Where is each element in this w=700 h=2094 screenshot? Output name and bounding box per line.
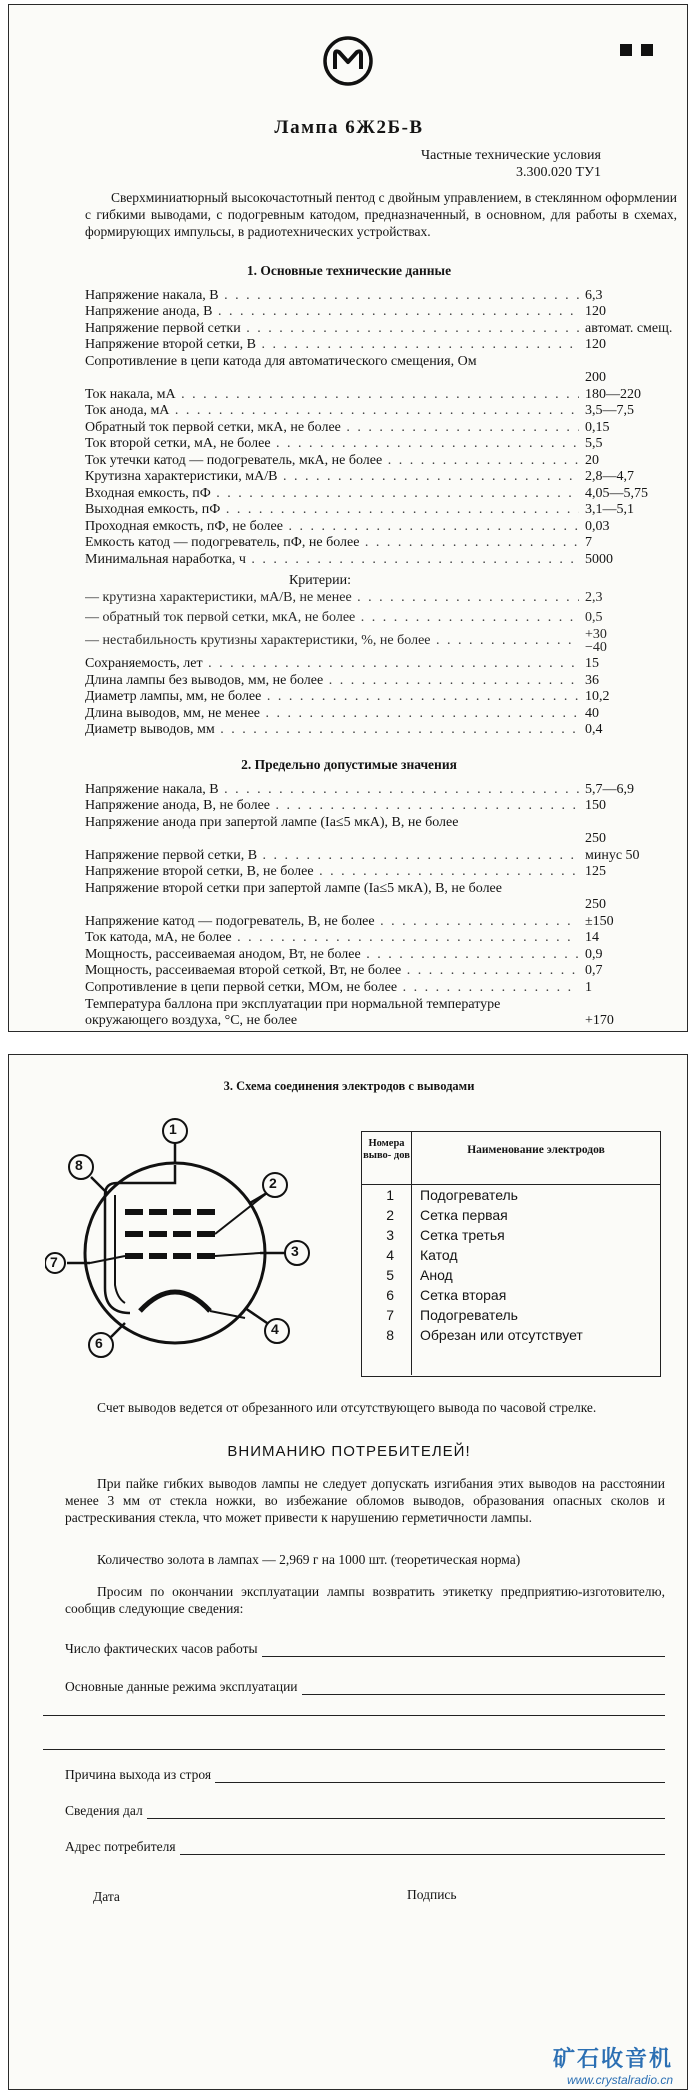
tolerance-minus: −40 [585,639,607,655]
electrode-table-header [362,1132,660,1185]
limit-row: Напряжение накала, В . . . 5,7—6,9 [85,781,675,798]
section-3-title: 3. Схема соединения электродов с выводами [223,1079,475,1093]
criteria-row: — обратный ток первой сетки, мкА, не более . . . 0,5 [85,609,675,626]
tolerance-plus: +30 [585,626,607,642]
param-row: Диаметр выводов, мм . . . 0,4 [85,722,675,739]
param-row: Емкость катод — подогреватель, пФ, не более . . . 7 [85,535,675,552]
date-label: Дата [93,1889,120,1904]
tube-pinout-diagram [45,1113,315,1398]
form-field-mode[interactable]: Основные данные режима эксплуатации [65,1679,665,1695]
electrode-table [361,1131,661,1377]
param-row: Проходная емкость, пФ, не более . . . 0,03 [85,518,675,535]
page-title: Лампа 6Ж2Б-В [274,117,424,138]
section-1-title: 1. Основные технические данные [246,263,452,278]
intro-paragraph: Сверхминиатюрный высокочастотный пентод с двойным управлением, в стеклянном оформлении с гибкими выводами, с подогревным катодом, предназначенный, в основном, для работы в схемах, формирующих импульсы, в радиотехнических устройствах. [85,190,677,239]
form-field-reason[interactable]: Причина выхода из строя [65,1767,665,1783]
limit-row: Напряжение второй сетки при запертой лампе (Ia≤5 мкА), В, не более 250 [85,881,606,912]
param-row: Длина лампы без выводов, мм, не более . . . 36 [85,672,675,689]
manufacturer-logo [322,35,374,92]
warning-text: При пайке гибких выводов лампы не следует допускать изгибания этих выводов на расстоянии менее 3 мм от стекла ножки, во избежание обломов выводов, образования опасных сколов и растрескивания стекла, что может привести к нарушению герметичности лампы. [65,1476,665,1525]
pin-label-7: 7 [50,1254,58,1270]
limit-row: Напряжение первой сетки, В . . . минус 50 [85,847,675,864]
param-row: Диаметр лампы, мм, не более . . . 10,2 [85,689,675,706]
limit-row: Напряжение второй сетки, В, не более . . . 125 [85,864,675,881]
param-row: Ток анода, мА . . . 3,5—7,5 [85,403,675,420]
limit-row: Напряжение анода, В, не более . . . 150 [85,798,675,815]
table-row: 6 Сетка вторая [386,1287,507,1303]
param-row: Входная емкость, пФ . . . 4,05—5,75 [85,485,675,502]
form-blank-line[interactable] [43,1715,665,1716]
param-row: Напряжение накала, В . . . 6,3 [85,287,675,304]
limit-row: Ток катода, мА, не более . . . 14 [85,930,675,947]
table-row: 7 Подогреватель [386,1307,518,1323]
spec-line-1: Частные технические условия [421,148,601,163]
param-row: Напряжение второй сетки, В . . . 120 [85,337,675,354]
limit-row: Напряжение анода при запертой лампе (Ia≤5 мкА), В, не более 250 [85,815,606,846]
corner-marks [611,43,653,61]
return-request: Просим по окончании эксплуатации лампы возвратить этикетку предприятию-изготовителю, сообщив следующие сведения: [65,1584,665,1616]
criteria-row: — нестабильность крутизны характеристики, %, не более . . . +30 −40 [85,626,675,656]
signature-label: Подпись [407,1887,457,1902]
table-row: 3 Сетка третья [386,1227,505,1243]
form-blank-line[interactable] [43,1749,665,1750]
pin-label-6: 6 [95,1335,103,1351]
pin-label-1: 1 [169,1121,177,1137]
pin-label-8: 8 [75,1157,83,1173]
gold-content-note: Количество золота в лампах — 2,969 г на 1000 шт. (теоретическая норма) [97,1552,521,1567]
table-row: 4 Катод [386,1247,458,1263]
table-row: 8 Обрезан или отсутствует [386,1327,583,1343]
electrode-table-body [362,1185,660,1345]
source-watermark [553,2042,673,2087]
param-row: Ток второй сетки, мА, не более . . . 5,5 [85,436,675,453]
param-row: Длина выводов, мм, не менее . . . 40 [85,705,675,722]
param-row: Напряжение первой сетки . . . автомат. смещ. [85,320,675,337]
table-row: 1 Подогреватель [386,1187,518,1203]
limit-row: Мощность, рассеиваемая анодом, Вт, не более . . . 0,9 [85,946,675,963]
criteria-title: Критерии: [288,572,352,588]
watermark-url: www.crystalradio.cn [566,2073,673,2087]
table-row: 5 Анод [386,1267,453,1283]
pin-label-2: 2 [269,1175,277,1191]
limit-row: Напряжение катод — подогреватель, В, не более . . . ±150 [85,913,675,930]
param-row: Выходная емкость, пФ . . . 3,1—5,1 [85,502,675,519]
pin-label-3: 3 [291,1243,299,1259]
section-1-params [85,287,675,738]
param-row: Сохраняемость, лет . . . 15 [85,656,675,673]
pin-count-note: Счет выводов ведется от обрезанного или отсутствующего вывода по часовой стрелке. [97,1400,597,1415]
form-field-address[interactable]: Адрес потребителя [65,1839,665,1855]
param-row: Ток накала, мА . . . 180—220 [85,386,675,403]
watermark-title: 矿石收音机 [552,2047,673,2072]
param-row: Крутизна характеристики, мА/В . . . 2,8—4,7 [85,469,675,486]
header-electrode-name: Наименование электродов [467,1144,605,1156]
datasheet-page-2 [8,1054,688,2090]
spec-line-2: 3.300.020 ТУ1 [516,165,601,180]
table-row: 2 Сетка первая [386,1207,508,1223]
limit-row: Сопротивление в цепи первой сетки, МОм, не более . . . 1 [85,979,675,996]
datasheet-page-1 [8,4,688,1032]
section-2-title: 2. Предельно допустимые значения [241,757,457,772]
param-row: Напряжение анода, В . . . 120 [85,304,675,321]
param-row: Ток утечки катод — подогреватель, мкА, не более . . . 20 [85,452,675,469]
warning-title: ВНИМАНИЮ ПОТРЕБИТЕЛЕЙ! [227,1443,471,1460]
limit-row: Температура баллона при эксплуатации при нормальной температуре окружающего воздуха, °С, не более +170 [85,996,614,1028]
form-field-info[interactable]: Сведения дал [65,1803,665,1819]
form-field-hours[interactable]: Число фактических часов работы [65,1641,665,1657]
limit-row: Мощность, рассеиваемая второй сеткой, Вт, не более . . . 0,7 [85,963,675,980]
param-row: Минимальная наработка, ч . . . 5000 [85,551,675,568]
header-pin-number: Номера выво- дов [362,1132,412,1184]
param-row: Обратный ток первой сетки, мкА, не более . . . 0,15 [85,419,675,436]
spec-reference [421,147,601,181]
section-2-params [85,781,675,1029]
pin-label-4: 4 [271,1321,279,1337]
criteria-row: — крутизна характеристики, мА/В, не менее . . . 2,3 [85,590,675,607]
param-row: Сопротивление в цепи катода для автоматического смещения, Ом 200 [85,354,606,385]
